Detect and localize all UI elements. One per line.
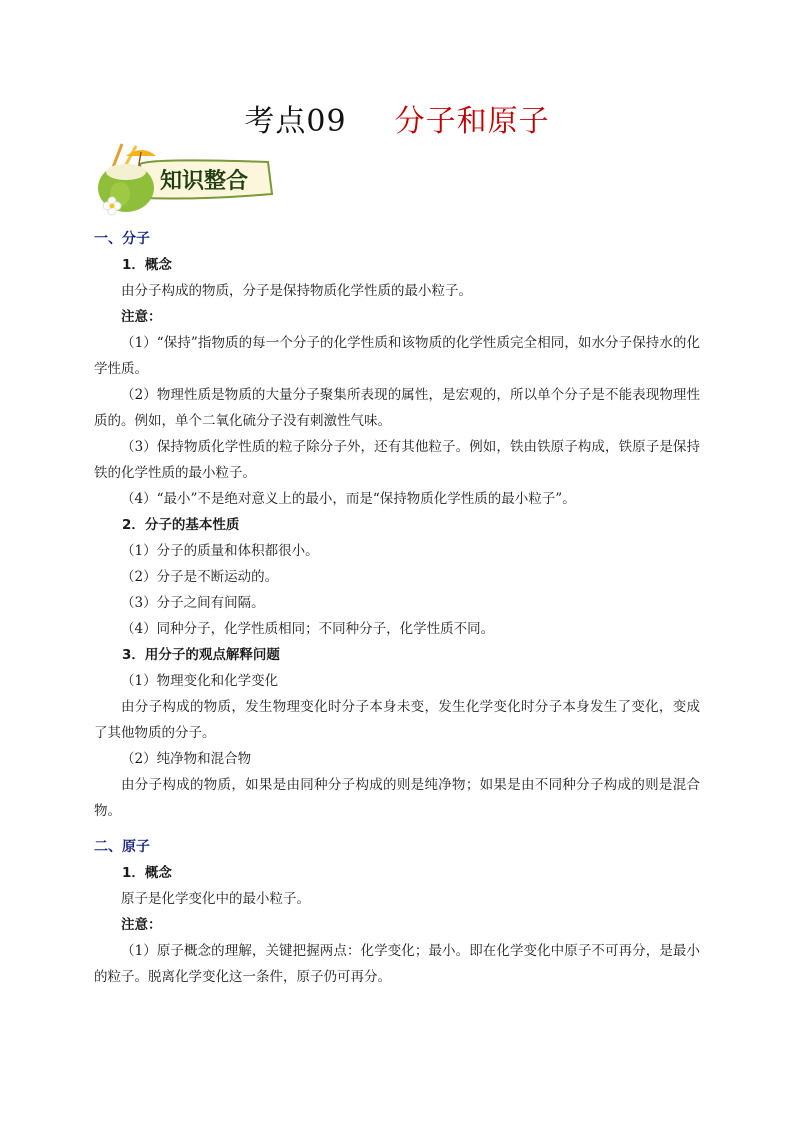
atom-note-1: （1）原子概念的理解，关键把握两点：化学变化；最小。即在化学变化中原子不可再分，是最小的粒子。脱离化学变化这一条件，原子仍可再分。 bbox=[94, 943, 700, 985]
atom-note-label: 注意： bbox=[121, 917, 162, 933]
subheading-atom-concept: 1．概念 bbox=[122, 865, 172, 881]
molecule-note-label: 注意： bbox=[121, 309, 162, 325]
title-code: 考点09 bbox=[244, 104, 347, 139]
title-topic: 分子和原子 bbox=[394, 104, 550, 139]
page-title bbox=[0, 96, 794, 140]
property-1: （1）分子的质量和体积都很小。 bbox=[121, 543, 319, 559]
property-4: （4）同种分子，化学性质相同；不同种分子，化学性质不同。 bbox=[121, 621, 495, 637]
molecule-definition: 由分子构成的物质，分子是保持物质化学性质的最小粒子。 bbox=[121, 283, 472, 299]
molecule-note-1: （1）“保持”指物质的每一个分子的化学性质和该物质的化学性质完全相同，如水分子保持水的化学性质。 bbox=[94, 335, 700, 377]
molecule-note-2: （2）物理性质是物质的大量分子聚集所表现的属性，是宏观的，所以单个分子是不能表现物理性质的。例如，单个二氧化硫分子没有刺激性气味。 bbox=[94, 387, 700, 429]
property-3: （3）分子之间有间隔。 bbox=[121, 595, 265, 611]
subheading-molecule-properties: 2．分子的基本性质 bbox=[122, 517, 240, 533]
explain-1-text: 由分子构成的物质，发生物理变化时分子本身未变，发生化学变化时分子本身发生了变化，变成了其他物质的分子。 bbox=[94, 699, 700, 741]
explain-2-title: （2）纯净物和混合物 bbox=[121, 751, 252, 767]
badge-text: 知识整合 bbox=[160, 168, 249, 194]
explain-1-title: （1）物理变化和化学变化 bbox=[121, 673, 279, 689]
explain-2-text: 由分子构成的物质，如果是由同种分子构成的则是纯净物；如果是由不同种分子构成的则是混合物。 bbox=[94, 777, 700, 819]
content-body bbox=[94, 226, 700, 990]
section-heading-molecule: 一、分子 bbox=[94, 231, 150, 247]
subheading-molecule-concept: 1．概念 bbox=[122, 257, 172, 273]
atom-definition: 原子是化学变化中的最小粒子。 bbox=[121, 891, 310, 907]
subheading-explain: 3．用分子的观点解释问题 bbox=[122, 647, 280, 663]
molecule-note-3: （3）保持物质化学性质的粒子除分子外，还有其他粒子。例如，铁由铁原子构成，铁原子是保持铁的化学性质的最小粒子。 bbox=[94, 439, 700, 481]
knowledge-badge bbox=[92, 140, 276, 218]
molecule-note-4: （4）“最小”不是绝对意义上的最小，而是“保持物质化学性质的最小粒子”。 bbox=[121, 491, 576, 507]
coconut-icon bbox=[92, 140, 276, 218]
property-2: （2）分子是不断运动的。 bbox=[121, 569, 279, 585]
section-heading-atom: 二、原子 bbox=[94, 839, 150, 855]
